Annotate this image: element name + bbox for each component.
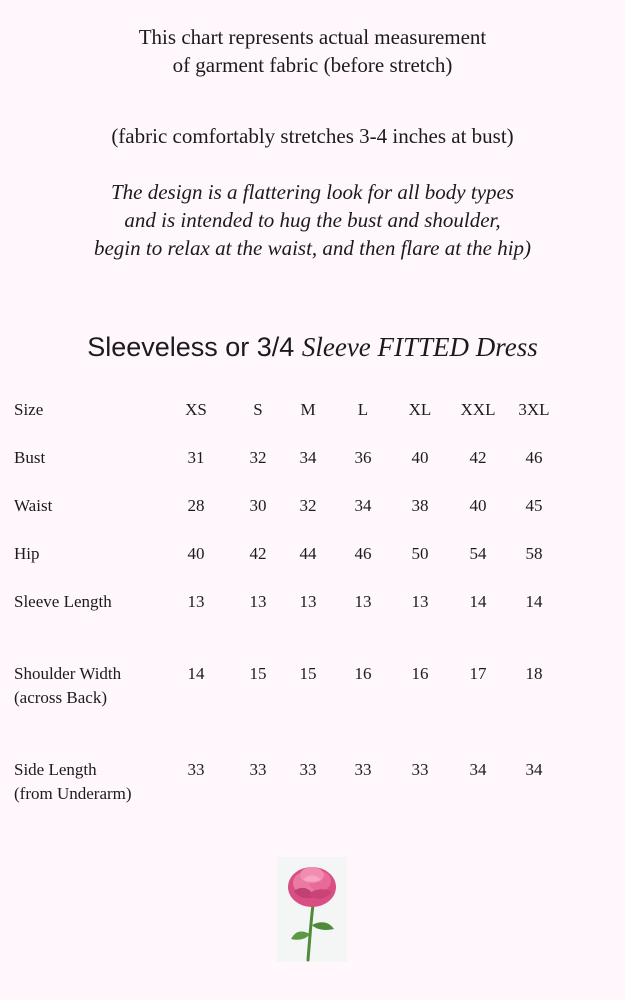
table-cell: 42 <box>469 448 487 467</box>
row-label-text: Waist <box>14 496 53 515</box>
row-label-waist <box>14 494 52 518</box>
size-header-xl: XL <box>408 400 432 419</box>
table-cell: 33 <box>411 760 429 779</box>
page-title-plain: Sleeveless or 3/4 <box>87 332 295 363</box>
table-cell: 34 <box>525 760 543 779</box>
rose-image <box>277 857 347 962</box>
size-header-xxl: XXL <box>460 400 496 419</box>
size-header-l: L <box>357 400 369 419</box>
table-cell: 16 <box>411 664 429 683</box>
table-cell: 31 <box>187 448 205 467</box>
design-line-2: and is intended to hug the bust and shoulder, <box>124 208 501 232</box>
size-header-3xl: 3XL <box>518 400 550 419</box>
table-cell: 36 <box>354 448 372 467</box>
table-cell: 17 <box>469 664 487 683</box>
size-header-label: Size <box>14 400 44 419</box>
intro-line-2: of garment fabric (before stretch) <box>172 53 453 77</box>
table-cell: 18 <box>525 664 543 683</box>
table-cell: 15 <box>299 664 317 683</box>
table-cell: 38 <box>411 496 429 515</box>
row-label-hip <box>14 542 40 566</box>
size-header-m: M <box>300 400 316 419</box>
table-cell: 40 <box>469 496 487 515</box>
table-cell: 30 <box>249 496 267 515</box>
row-label-text: Bust <box>14 448 46 467</box>
table-cell: 13 <box>299 592 317 611</box>
table-cell: 33 <box>187 760 205 779</box>
row-label-side-length <box>14 758 132 806</box>
size-header-xs: XS <box>185 400 207 419</box>
table-cell: 14 <box>525 592 543 611</box>
table-cell: 13 <box>411 592 429 611</box>
table-cell: 34 <box>354 496 372 515</box>
table-cell: 40 <box>187 544 205 563</box>
table-cell: 50 <box>411 544 429 563</box>
table-cell: 46 <box>525 448 543 467</box>
table-cell: 33 <box>249 760 267 779</box>
table-cell: 14 <box>187 664 205 683</box>
row-label-shoulder-width <box>14 662 121 710</box>
row-label-text: Sleeve Length <box>14 592 112 611</box>
table-cell: 15 <box>249 664 267 683</box>
intro-line-1: This chart represents actual measurement <box>138 25 487 49</box>
row-label-text: Hip <box>14 544 40 563</box>
table-cell: 13 <box>187 592 205 611</box>
table-cell: 16 <box>354 664 372 683</box>
rose-icon <box>277 857 347 962</box>
table-cell: 58 <box>525 544 543 563</box>
row-label-bust <box>14 446 45 470</box>
row-label-subtext: (from Underarm) <box>14 784 132 803</box>
table-cell: 46 <box>354 544 372 563</box>
page-title-italic: Sleeve FITTED Dress <box>301 332 538 363</box>
table-cell: 42 <box>249 544 267 563</box>
design-line-3: begin to relax at the waist, and then flare at the hip) <box>93 236 532 260</box>
table-cell: 14 <box>469 592 487 611</box>
table-cell: 33 <box>299 760 317 779</box>
row-label-sleeve-length <box>14 590 112 614</box>
size-header-s: S <box>253 400 263 419</box>
row-label-text: Side Length <box>14 760 97 779</box>
stretch-note-text: (fabric comfortably stretches 3-4 inches at bust) <box>111 124 514 148</box>
table-cell: 40 <box>411 448 429 467</box>
table-cell: 45 <box>525 496 543 515</box>
table-cell: 28 <box>187 496 205 515</box>
table-cell: 34 <box>469 760 487 779</box>
table-cell: 33 <box>354 760 372 779</box>
row-label-text: Shoulder Width <box>14 664 122 683</box>
table-cell: 44 <box>299 544 317 563</box>
table-cell: 13 <box>354 592 372 611</box>
design-line-1: The design is a flattering look for all body types <box>110 180 515 204</box>
table-cell: 32 <box>249 448 267 467</box>
table-cell: 13 <box>249 592 267 611</box>
table-cell: 32 <box>299 496 317 515</box>
row-label-subtext: (across Back) <box>14 688 107 707</box>
table-cell: 34 <box>299 448 317 467</box>
table-cell: 54 <box>469 544 487 563</box>
